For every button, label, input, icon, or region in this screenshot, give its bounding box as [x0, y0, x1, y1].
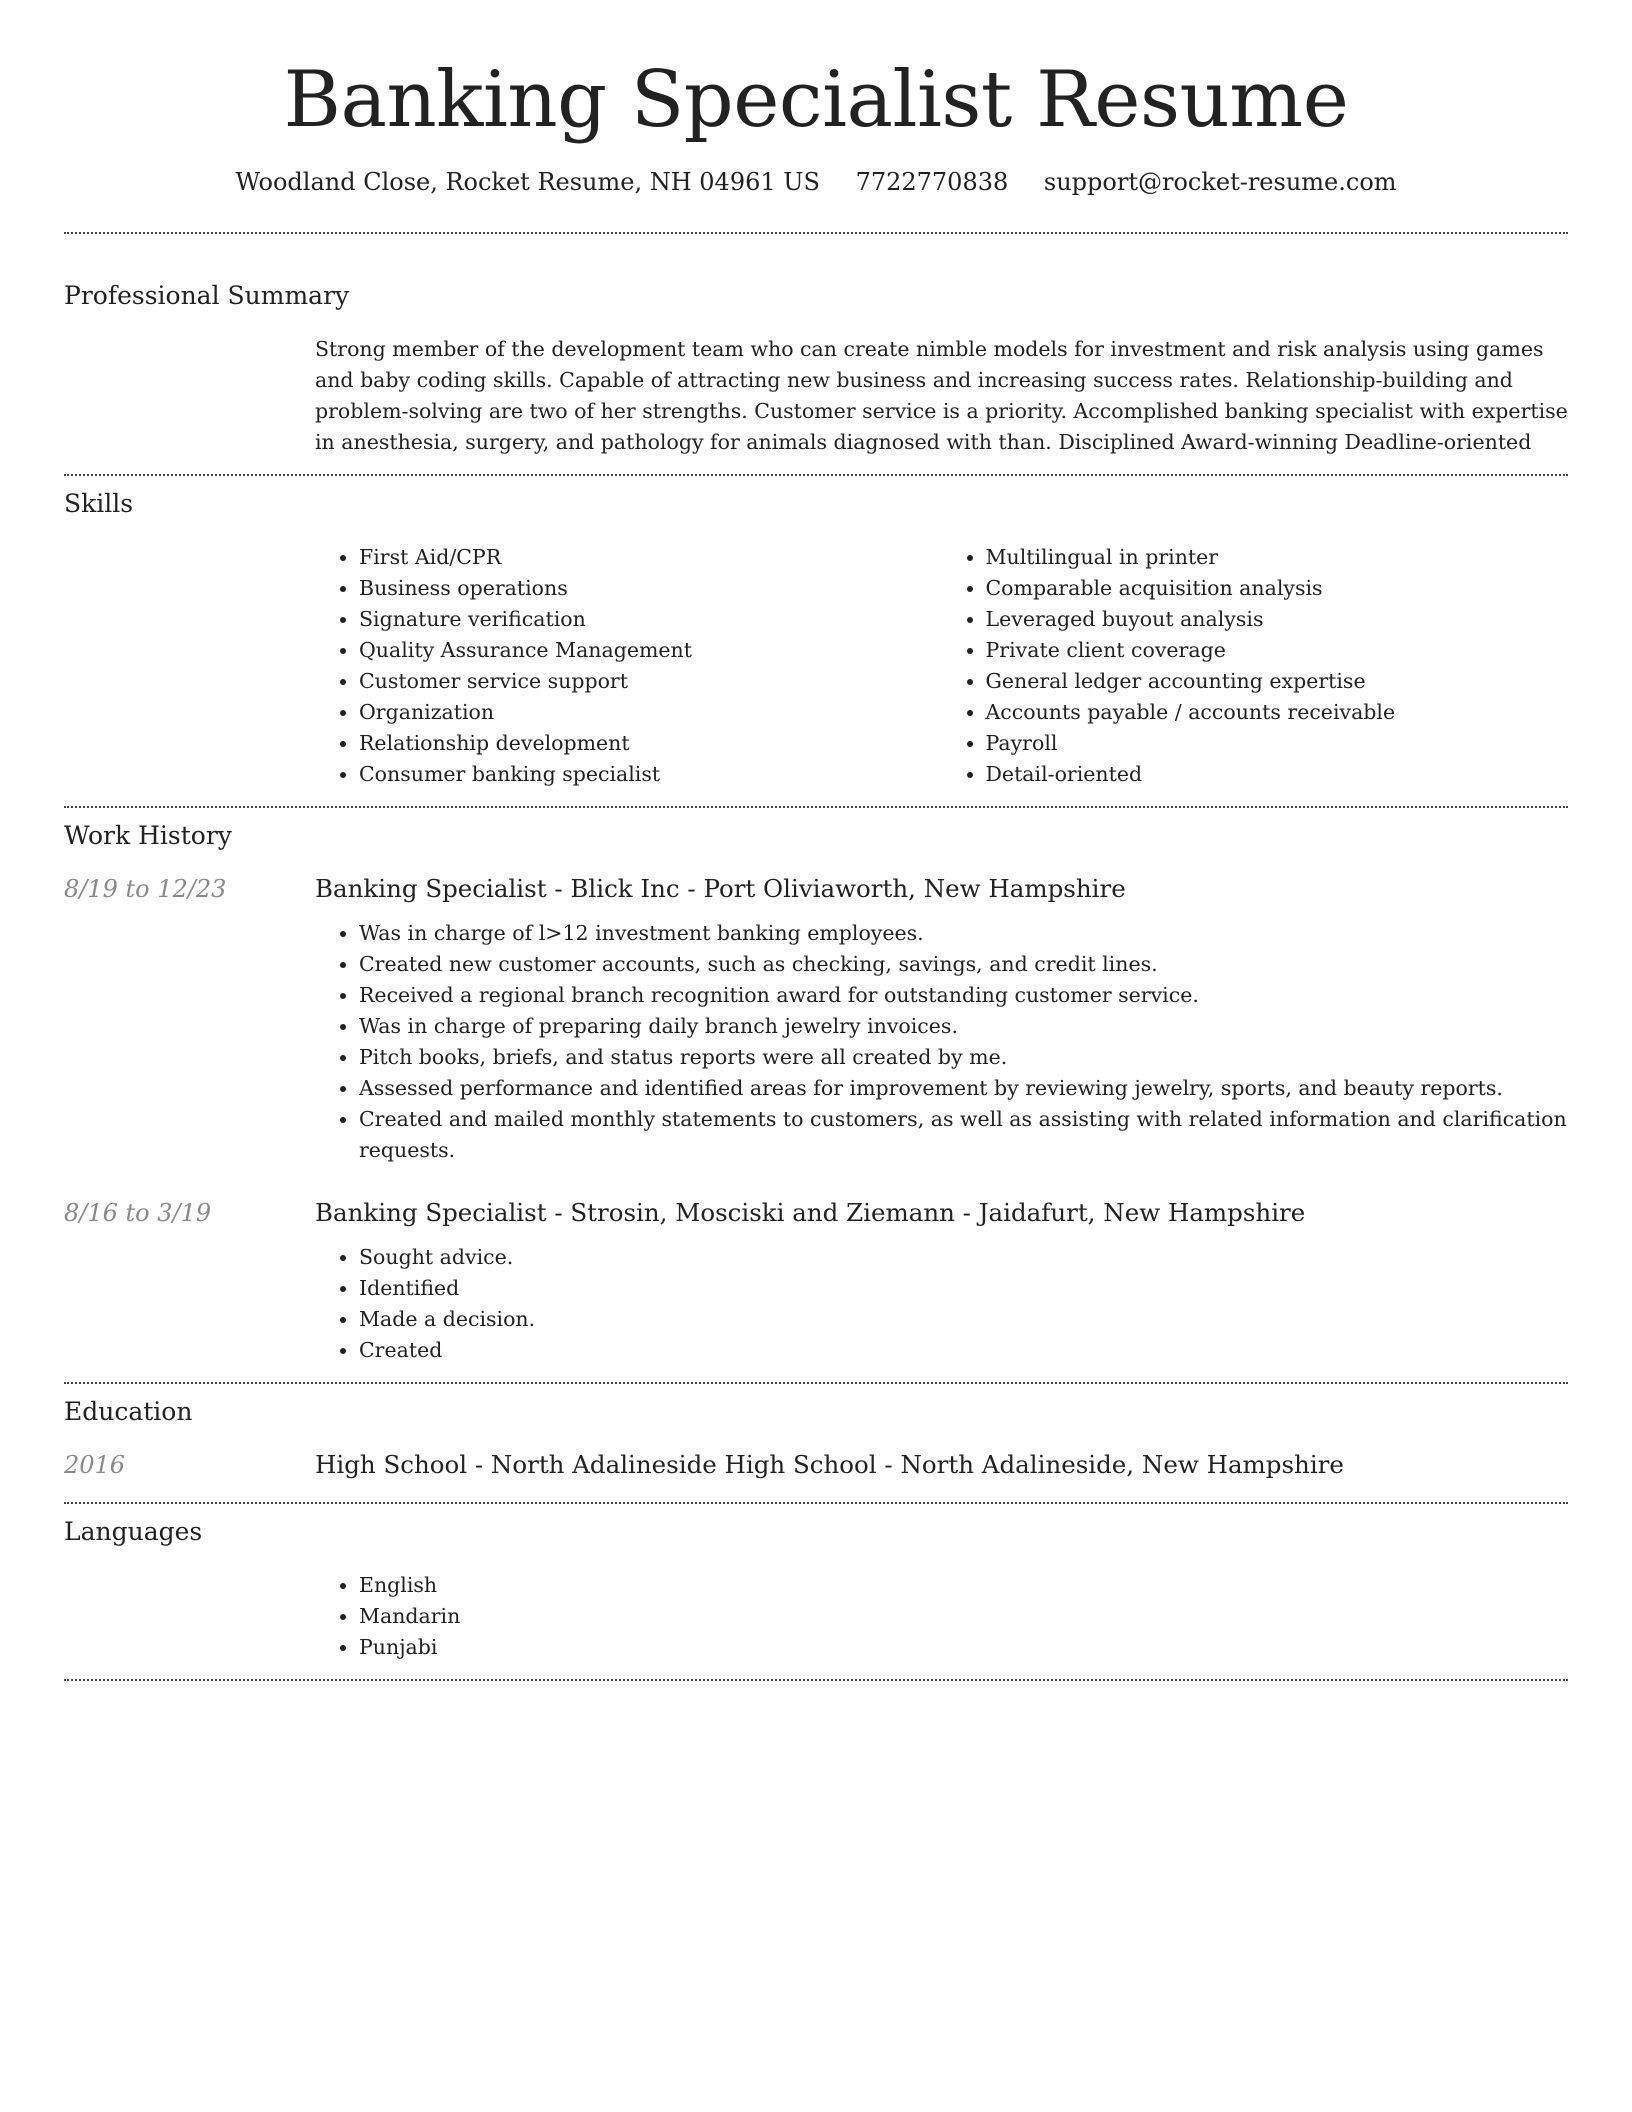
skills-section	[64, 476, 1568, 790]
list-item: • Created	[359, 1335, 1568, 1366]
job-heading: Banking Specialist - Strosin, Mosciski and Ziemann - Jaidafurt, New Hampshire	[315, 1198, 1306, 1227]
list-item: • Private client coverage	[986, 635, 1569, 666]
list-item: • Multilingual in printer	[986, 542, 1569, 573]
list-item: • Received a regional branch recognition award for outstanding customer service.	[359, 980, 1568, 1011]
education-section	[64, 1384, 1568, 1482]
work-section	[64, 808, 1568, 1366]
skills-list-left	[315, 542, 942, 790]
list-item: • Accounts payable / accounts receivable	[986, 697, 1569, 728]
job-dates: 8/19 to 12/23	[64, 875, 227, 903]
list-item: • Made a decision.	[359, 1304, 1568, 1335]
education-entry	[64, 1448, 1568, 1482]
list-item: • English	[359, 1570, 1568, 1601]
list-item: • Assessed performance and identified areas for improvement by reviewing jewelry, sports, and beauty reports.	[359, 1073, 1568, 1104]
languages-list	[315, 1570, 1568, 1663]
contact-email: support@rocket-resume.com	[1043, 168, 1397, 196]
job-body	[315, 918, 1568, 1166]
list-item: • Relationship development	[359, 728, 942, 759]
list-item: • Was in charge of preparing daily branch jewelry invoices.	[359, 1011, 1568, 1042]
job-header	[64, 1196, 1568, 1230]
resume-page	[64, 0, 1568, 1681]
page-title: Banking Specialist Resume	[283, 55, 1349, 145]
list-item: • Punjabi	[359, 1632, 1568, 1663]
skills-columns	[315, 542, 1568, 790]
job-body	[315, 1242, 1568, 1366]
languages-body	[315, 1570, 1568, 1663]
list-item: • First Aid/CPR	[359, 542, 942, 573]
list-item: • Signature verification	[359, 604, 942, 635]
job-bullets	[315, 1242, 1568, 1366]
list-item: • Quality Assurance Management	[359, 635, 942, 666]
job-dates: 8/16 to 3/19	[64, 1199, 212, 1227]
list-item: • Leveraged buyout analysis	[986, 604, 1569, 635]
contact-line	[64, 166, 1568, 198]
job-entry	[64, 1196, 1568, 1366]
list-item: • Created and mailed monthly statements to customers, as well as assisting with related information and clarification requests.	[359, 1104, 1568, 1166]
list-item: • Sought advice.	[359, 1242, 1568, 1273]
list-item: • Customer service support	[359, 666, 942, 697]
list-item: • Organization	[359, 697, 942, 728]
list-item: • Mandarin	[359, 1601, 1568, 1632]
education-heading: High School - North Adalineside High School - North Adalineside, New Hampshire	[315, 1450, 1344, 1479]
job-heading: Banking Specialist - Blick Inc - Port Oliviaworth, New Hampshire	[315, 874, 1126, 903]
contact-phone: 7722770838	[855, 168, 1009, 196]
job-header	[64, 872, 1568, 906]
list-item: • Pitch books, briefs, and status reports were all created by me.	[359, 1042, 1568, 1073]
list-item: • General ledger accounting expertise	[986, 666, 1569, 697]
list-item: • Was in charge of l>12 investment banking employees.	[359, 918, 1568, 949]
contact-address: Woodland Close, Rocket Resume, NH 04961 US	[235, 168, 820, 196]
languages-section	[64, 1504, 1568, 1663]
summary-body	[315, 334, 1568, 458]
summary-text: Strong member of the development team who can create nimble models for investment and risk analysis using games and baby coding skills. Capable of attracting new business and increasing success rates. Relationship-building and problem-solving are two of her strengths. Customer service is a priority. Accomplished banking specialist with expertise in anesthesia, surgery, and pathology for animals diagnosed with than. Disciplined Award-winning Deadline-oriented	[315, 337, 1568, 454]
section-title-summary: Professional Summary	[64, 281, 350, 310]
job-entry	[64, 872, 1568, 1166]
education-year: 2016	[64, 1451, 126, 1479]
section-title-education: Education	[64, 1397, 193, 1426]
summary-section	[64, 234, 1568, 458]
list-item: • Consumer banking specialist	[359, 759, 942, 790]
section-title-languages: Languages	[64, 1517, 203, 1546]
section-title-skills: Skills	[64, 489, 134, 518]
divider	[64, 1679, 1568, 1681]
list-item: • Created new customer accounts, such as checking, savings, and credit lines.	[359, 949, 1568, 980]
list-item: • Payroll	[986, 728, 1569, 759]
list-item: • Business operations	[359, 573, 942, 604]
section-title-work: Work History	[64, 821, 232, 850]
skills-list-right	[942, 542, 1569, 790]
list-item: • Identified	[359, 1273, 1568, 1304]
resume-header	[64, 0, 1568, 198]
job-bullets	[315, 918, 1568, 1166]
list-item: • Detail-oriented	[986, 759, 1569, 790]
list-item: • Comparable acquisition analysis	[986, 573, 1569, 604]
